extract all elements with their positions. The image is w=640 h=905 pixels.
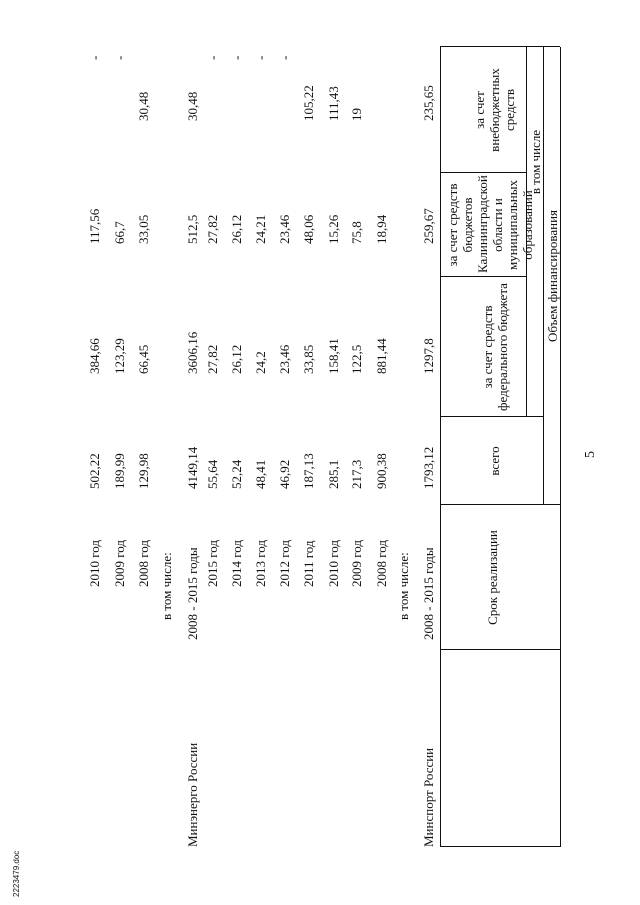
period-cell: 2010 год xyxy=(326,540,341,587)
total-cell: 52,24 xyxy=(229,459,244,489)
period-cell: в том числе: xyxy=(396,552,411,620)
regional-cell: 27,82 xyxy=(205,214,220,244)
total-cell: 187,13 xyxy=(301,453,316,489)
regional-cell: 26,12 xyxy=(229,214,244,244)
regional-cell: 18,94 xyxy=(374,214,389,244)
regional-cell: 66,7 xyxy=(112,221,127,244)
period-cell: 2008 год xyxy=(136,540,151,587)
period-cell: 2011 год xyxy=(301,540,316,587)
offbudget-cell: - xyxy=(112,55,127,60)
funding-group-divider xyxy=(543,47,544,505)
offbudget-cell: - xyxy=(87,55,102,60)
total-cell: 189,99 xyxy=(112,453,127,489)
federal-cell: 1297,8 xyxy=(421,338,436,374)
total-cell: 285,1 xyxy=(326,459,341,489)
offbudget-cell: 30,48 xyxy=(136,91,151,121)
regional-cell: 24,21 xyxy=(253,214,268,244)
period-cell: 2012 год xyxy=(277,540,292,587)
period-cell: 2014 год xyxy=(229,540,244,587)
offbudget-cell: - xyxy=(277,55,292,60)
period-col-border xyxy=(440,649,560,650)
federal-cell: 881,44 xyxy=(374,338,389,374)
period-cell: в том числе: xyxy=(159,552,174,620)
regional-col-border xyxy=(440,276,526,277)
header-regional: за счет средств бюджетов Калининградской области и муниципальных образований xyxy=(445,175,535,273)
offbudget-cell: - xyxy=(205,55,220,60)
total-cell: 48,41 xyxy=(253,459,268,489)
federal-cell: 158,41 xyxy=(326,338,341,374)
total-cell: 4149,14 xyxy=(185,446,200,489)
header-period: Срок реализации xyxy=(485,530,500,625)
total-cell: 900,38 xyxy=(374,453,389,489)
offbudget-cell: - xyxy=(253,55,268,60)
total-cell: 46,92 xyxy=(277,459,292,489)
offbudget-cell: 105,22 xyxy=(301,85,316,121)
federal-cell: 24,2 xyxy=(253,351,268,374)
period-cell: 2015 год xyxy=(205,540,220,587)
regional-cell: 48,06 xyxy=(301,214,316,244)
period-cell: 2009 год xyxy=(349,540,364,587)
offbudget-cell: - xyxy=(229,55,244,60)
header-including: в том числе xyxy=(528,129,543,195)
offbudget-cell: 19 xyxy=(349,108,364,121)
period-cell: 2009 год xyxy=(112,540,127,587)
regional-cell: 512,5 xyxy=(185,214,200,244)
federal-cell: 122,5 xyxy=(349,344,364,374)
federal-cell: 27,82 xyxy=(205,344,220,374)
period-cell: 2008 год xyxy=(374,540,389,587)
federal-cell: 384,66 xyxy=(87,338,102,374)
offbudget-cell: 111,43 xyxy=(326,86,341,121)
regional-cell: 33,05 xyxy=(136,214,151,244)
header-offbudget: за счет внебюджетных средств xyxy=(472,68,517,152)
total-cell: 55,64 xyxy=(205,459,220,489)
federal-cell: 23,46 xyxy=(277,344,292,374)
total-cell: 1793,12 xyxy=(421,446,436,489)
federal-cell: 66,45 xyxy=(136,344,151,374)
org-name: Минспорт России xyxy=(421,747,436,847)
total-cell: 217,3 xyxy=(349,459,364,489)
federal-cell: 123,29 xyxy=(112,338,127,374)
regional-cell: 75,8 xyxy=(349,221,364,244)
total-cell: 129,98 xyxy=(136,453,151,489)
offbudget-cell: 235,65 xyxy=(421,85,436,121)
file-reference: 2223479.doc xyxy=(12,850,21,897)
federal-cell: 3606,16 xyxy=(185,331,200,374)
offbudget-cell: 30,48 xyxy=(185,91,200,121)
federal-cell: 26,12 xyxy=(229,344,244,374)
table-top-border xyxy=(560,47,561,847)
header-bottom-border xyxy=(440,47,441,847)
regional-cell: 117,56 xyxy=(87,208,102,244)
period-cell: 2013 год xyxy=(253,540,268,587)
table-left-border xyxy=(440,846,560,847)
header-total: всего xyxy=(487,446,502,476)
header-funding-group: Объем финансирования xyxy=(545,209,560,343)
regional-cell: 259,67 xyxy=(421,208,436,244)
header-federal: за счет средств федерального бюджета xyxy=(480,283,510,411)
period-cell: 2008 - 2015 годы xyxy=(421,547,436,640)
federal-cell: 33,85 xyxy=(301,344,316,374)
page-number: 5 xyxy=(583,451,598,458)
period-cell: 2008 - 2015 годы xyxy=(185,547,200,640)
regional-cell: 15,26 xyxy=(326,214,341,244)
period-cell: 2010 год xyxy=(87,540,102,587)
org-name: Минэнерго России xyxy=(185,742,200,847)
offbudget-col-border xyxy=(440,172,526,173)
total-cell: 502,22 xyxy=(87,453,102,489)
regional-cell: 23,46 xyxy=(277,214,292,244)
